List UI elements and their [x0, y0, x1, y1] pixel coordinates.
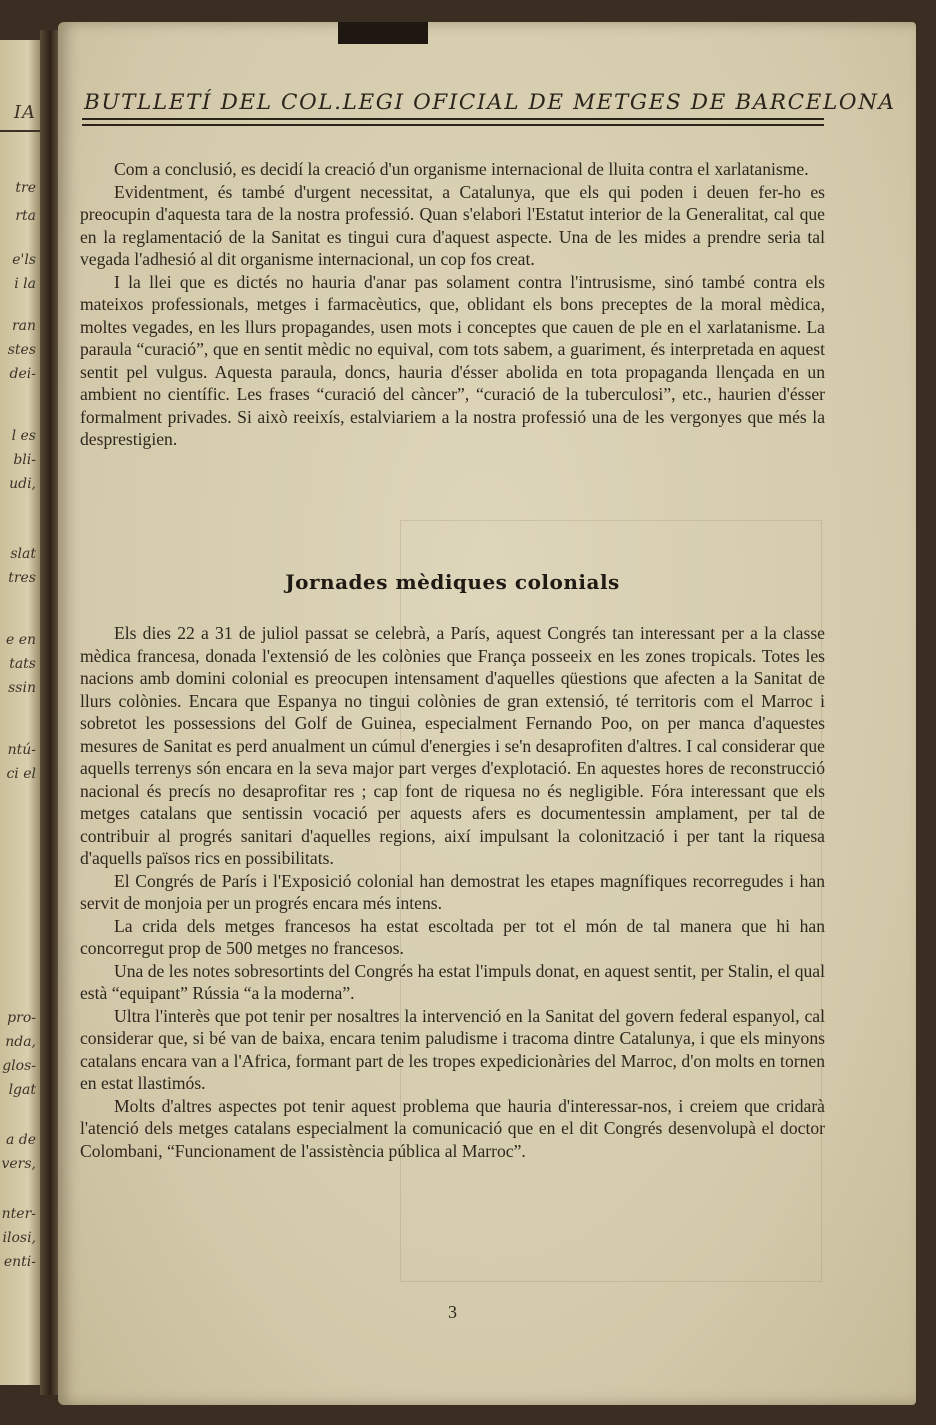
facing-page-fragment: ci el [6, 766, 36, 782]
facing-page-fragment: vers, [1, 1156, 36, 1172]
header-rule-bottom [82, 124, 824, 126]
paragraph: Ultra l'interès que pot tenir per nosaltres la intervenció en la Sanitat del govern federal espanyol, cal considerar que, si bé van de baixa, encara tenim paludisme i tracoma dintre Catalunya, i que els minyons catalans encara van a l'Africa, formant part de les tropes expedicionàries del Marroc, d'on molts en tornen en estat llastimós. [80, 1005, 825, 1093]
facing-page-fragment: udi, [9, 476, 36, 492]
facing-page-fragment: ilosi, [2, 1230, 36, 1246]
facing-page-fragment: glos- [2, 1058, 36, 1074]
facing-page-fragment: l es [11, 428, 36, 444]
paragraph: El Congrés de París i l'Exposició colonial han demostrat les etapes magnífiques recorregudes i han servit de monjoia per un progrés encara més intens. [80, 870, 825, 913]
facing-page-fragment: rta [15, 208, 36, 224]
header-rule-top [82, 118, 824, 120]
facing-page-fragment: i la [14, 276, 36, 292]
facing-page-fragment: e'ls [12, 252, 36, 268]
page-number: 3 [448, 1302, 457, 1322]
facing-page-fragment: nda, [5, 1034, 36, 1050]
facing-page-fragment: lgat [8, 1082, 36, 1098]
facing-page-fragment: tres [8, 570, 36, 586]
facing-page-fragment: tats [9, 656, 36, 672]
paragraph: Molts d'altres aspectes pot tenir aquest problema que hauria d'interessar-nos, i creiem que cridarà l'atenció dels metges catalans especialment la comunicació que en el dit Congrés desenvolupà el doctor Colombani, “Funcionament de l'assistència pública al Marroc”. [80, 1095, 825, 1161]
facing-page-fragment: bli- [13, 452, 36, 468]
facing-page-edge [0, 40, 40, 1385]
paragraph: La crida dels metges francesos ha estat escoltada per tot el món de tal manera que hi han concorregut prop de 500 metges no francesos. [80, 915, 825, 958]
body-section-jornades [80, 622, 825, 1162]
paragraph: Els dies 22 a 31 de juliol passat se celebrà, a París, aquest Congrés tan interessant per a la classe mèdica francesa, donada l'extensió de les colònies que França posseeix en les zones tropicals. Totes les nacions amb domini colonial es preocupen intensament d'aquelles qüestions que afecten a la Sanitat de llurs colònies. Encara que Espanya no tingui colònies de gran extensió, té territoris com el Marroc i sobretot les possessions del Golf de Guinea, especialment Fernando Poo, on per manca d'aquestes mesures de Sanitat es perd anualment un cúmul d'energies i se'n desaprofiten d'altres. I cal considerar que aquells terrenys són encara en la seva major part verges d'explotació. En aquestes hores de reconstrucció nacional és precís no desaprofitar res ; cap font de riquesa no és negligible. Fóra interessant que els metges catalans que sentissin vocació per aquests afers es documentessin amplament, per tal de contribuir al progrés sanitari d'aquelles regions, així impulsant la colonització i per tant la riquesa d'aquells països rics en possibilitats. [80, 623, 825, 868]
paragraph: Com a conclusió, es decidí la creació d'un organisme internacional de lluita contra el xarlatanisme. [114, 159, 809, 179]
facing-page-fragment: dei- [9, 366, 36, 382]
body-section-xarlatanisme [80, 158, 825, 451]
paragraph: I la llei que es dictés no hauria d'anar pas solament contra l'intrusisme, sinó també contra els mateixos professionals, metges i farmacèutics, que, oblidant els bons preceptes de la moral mèdica, moltes vegades, en les llurs propagandes, usen mots i conceptes que cauen de ple en el xarlatanisme. La paraula “curació”, que en sentit mèdic no equival, com tots sabem, a guariment, és interpretada en aquest sentit pel vulgus. Aquesta paraula, doncs, hauria d'ésser abolida en tota propaganda llençada en un ambient no científic. Les frases “curació del càncer”, “curació de la tuberculosi”, etc., haurien d'ésser formalment privades. Si això reeixís, estalviariem a la nostra professió una de les vergonyes que més la desprestigien. [80, 271, 825, 449]
facing-page-header-fragment: IA [13, 102, 36, 123]
binding-shadow [338, 22, 428, 44]
facing-page-fragment: e en [5, 632, 36, 648]
facing-page-fragment: tre [15, 180, 36, 196]
facing-page-fragment: stes [7, 342, 36, 358]
facing-page-fragment: enti- [3, 1254, 36, 1270]
book-gutter [40, 30, 60, 1395]
facing-page-fragment: pro- [7, 1010, 36, 1026]
running-head: BUTLLETÍ DEL COL.LEGI OFICIAL DE METGES DE BARCELONA [84, 90, 896, 115]
paragraph: Evidentment, és també d'urgent necessitat, a Catalunya, que els qui poden i deuen fer-ho es preocupin d'aquesta tara de la nostra professió. Quan s'elabori l'Estatut interior de la Generalitat, cal que en la reglamentació de la Sanitat es tingui cura d'aquest aspecte. Una de les mides a prendre seria tal vegada l'adhesió al dit organisme internacional, un cop fos creat. [80, 181, 825, 269]
facing-page-fragment: a de [5, 1132, 36, 1148]
section-title: Jornades mèdiques colonials [285, 570, 620, 594]
facing-page-fragment: slat [10, 546, 36, 562]
paragraph: Una de les notes sobresortints del Congrés ha estat l'impuls donat, en aquest sentit, per Stalin, el qual està “equipant” Rússia “a la moderna”. [80, 960, 825, 1003]
facing-page-fragment: nter- [1, 1206, 36, 1222]
facing-page-fragment: ssin [8, 680, 36, 696]
facing-page-fragment: ran [11, 318, 36, 334]
facing-page-header-rule [0, 130, 40, 132]
facing-page-fragment: ntú- [7, 742, 36, 758]
